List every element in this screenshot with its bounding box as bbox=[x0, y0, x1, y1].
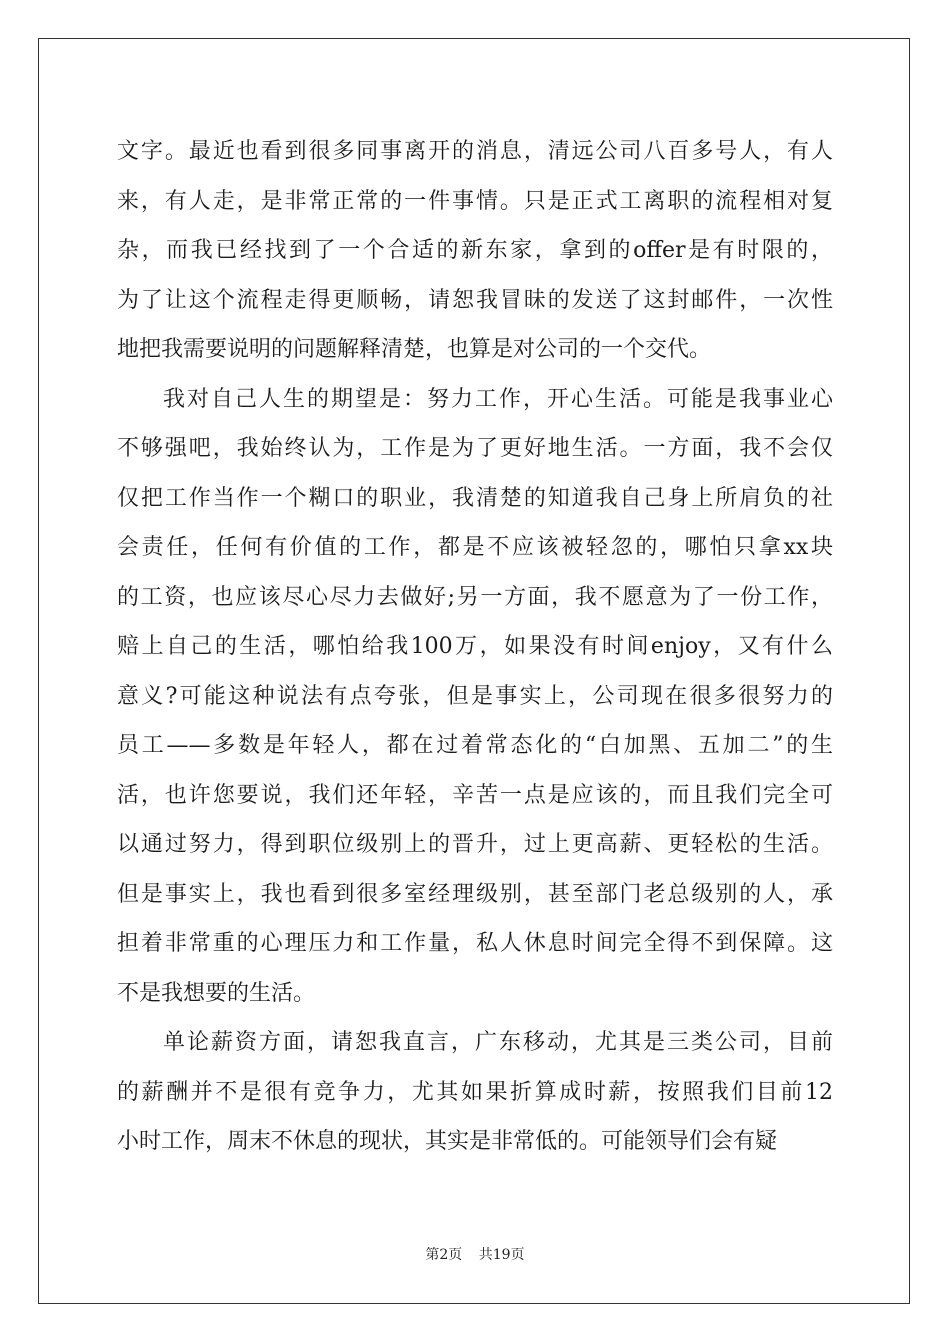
text-line: 的工资，也应该尽心尽力去做好;另一方面，我不愿意为了一份工作， bbox=[117, 584, 833, 610]
text-line: 小时工作，周末不休息的现状，其实是非常低的。可能领导们会有疑 bbox=[117, 1129, 778, 1154]
text-line: 但是事实上，我也看到很多室经理级别，甚至部门老总级别的人，承 bbox=[117, 881, 833, 907]
text-line: 不是我想要的生活。 bbox=[117, 980, 316, 1006]
text-line: 会责任，任何有价值的工作，都是不应该被轻忽的，哪怕只拿xx块 bbox=[117, 535, 833, 560]
text-line: 仅把工作当作一个糊口的职业，我清楚的知道我自己身上所肩负的社 bbox=[117, 485, 833, 511]
text-line: 活，也许您要说，我们还年轻，辛苦一点是应该的，而且我们完全可 bbox=[117, 782, 833, 808]
page-footer bbox=[0, 1244, 950, 1264]
text-line: 地把我需要说明的问题解释清楚，也算是对公司的一个交代。 bbox=[117, 337, 712, 362]
text-line: 我对自己人生的期望是：努力工作，开心生活。可能是我事业心 bbox=[163, 386, 833, 412]
text-line: 以通过努力，得到职位级别上的晋升，过上更高薪、更轻松的生活。 bbox=[117, 832, 833, 857]
paragraph bbox=[117, 375, 833, 1019]
paragraph bbox=[117, 127, 833, 375]
page-number: 第2页 bbox=[425, 1247, 463, 1263]
text-line: 杂，而我已经找到了一个合适的新东家，拿到的offer是有时限的， bbox=[117, 238, 833, 263]
text-line: 文字。最近也看到很多同事离开的消息，清远公司八百多号人，有人 bbox=[117, 139, 833, 164]
text-line: 意义?可能这种说法有点夸张，但是事实上，公司现在很多很努力的 bbox=[117, 683, 833, 709]
text-line: 单论薪资方面，请恕我直言，广东移动，尤其是三类公司，目前 bbox=[163, 1030, 833, 1055]
text-line: 赔上自己的生活，哪怕给我100万，如果没有时间enjoy，又有什么 bbox=[117, 634, 833, 659]
document-body bbox=[117, 127, 833, 1167]
text-line: 来，有人走，是非常正常的一件事情。只是正式工离职的流程相对复 bbox=[117, 188, 833, 214]
page-total: 共19页 bbox=[478, 1247, 525, 1263]
paragraph bbox=[117, 1018, 833, 1167]
text-line: 的薪酬并不是很有竞争力，尤其如果折算成时薪，按照我们目前12 bbox=[117, 1079, 833, 1105]
text-line: 为了让这个流程走得更顺畅，请恕我冒昧的发送了这封邮件，一次性 bbox=[117, 287, 833, 313]
text-line: 员工——多数是年轻人，都在过着常态化的“白加黑、五加二”的生 bbox=[117, 733, 833, 758]
text-line: 不够强吧，我始终认为，工作是为了更好地生活。一方面，我不会仅 bbox=[117, 436, 833, 461]
text-line: 担着非常重的心理压力和工作量，私人休息时间完全得不到保障。这 bbox=[117, 931, 833, 956]
